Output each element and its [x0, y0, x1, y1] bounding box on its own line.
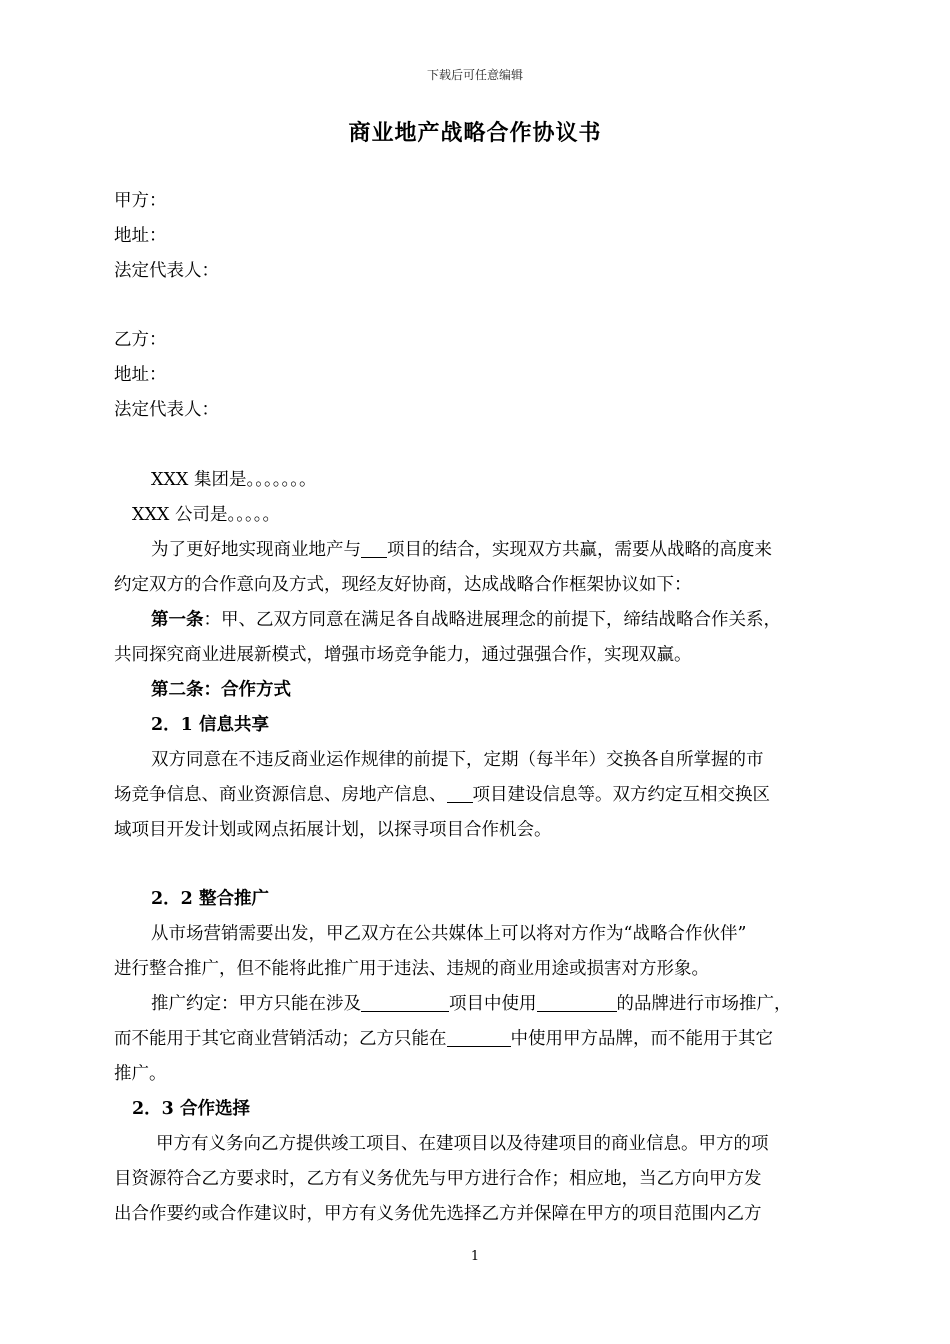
section-2-2-line-4 [114, 1027, 773, 1051]
section-2-1-line-1: 双方同意在不违反商业运作规律的前提下，定期（每半年）交换各自所掌握的市 [151, 750, 764, 770]
document-title: 商业地产战略合作协议书 [348, 120, 602, 146]
article1-line-1 [151, 608, 781, 632]
section-2-2-heading: 2．2 整合推广 [151, 889, 269, 909]
party-a-address-label: 地址： [114, 226, 167, 246]
intro-group: XXX 集团是。。。。。。。 [151, 470, 317, 490]
intro-purpose-line-1 [151, 538, 772, 562]
section-2-1-text-2b: 项目建设信息等。双方约定互相交换区 [472, 785, 770, 805]
party-b-address-label: 地址： [114, 365, 167, 385]
section-2-2-text-4a: 而不能用于其它商业营销活动；乙方只能在 [114, 1029, 447, 1049]
party-a-rep-label: 法定代表人： [114, 261, 219, 281]
section-2-2-line-1: 从市场营销需要出发，甲乙双方在公共媒体上可以将对方作为“战略合作伙伴” [151, 924, 747, 944]
section-2-2-text-4b: 中使用甲方品牌，而不能用于其它 [510, 1029, 773, 1049]
section-2-2-line-3 [151, 992, 792, 1016]
page-header-note: 下载后可任意编辑 [426, 68, 523, 82]
party-b-name-label: 乙方： [114, 330, 167, 350]
blank-project-1 [361, 539, 387, 558]
section-2-3-line-3: 出合作要约或合作建议时，甲方有义务优先选择乙方并保障在甲方的项目范围内乙方 [114, 1204, 762, 1224]
section-2-1-line-3: 域项目开发计划或网点拓展计划，以探寻项目合作机会。 [114, 820, 552, 840]
blank-project-2 [447, 784, 473, 803]
section-2-3-heading: 2．3 合作选择 [132, 1099, 250, 1119]
section-2-1-text-2a: 场竞争信息、商业资源信息、房地产信息、 [114, 785, 447, 805]
section-2-1-line-2 [114, 783, 770, 807]
intro-company: XXX 公司是。。。。。 [132, 505, 280, 525]
blank-brand-1 [537, 993, 617, 1012]
blank-scope-1 [447, 1028, 511, 1047]
intro-purpose-1a: 为了更好地实现商业地产与 [151, 540, 361, 560]
party-a-name-label: 甲方： [114, 191, 167, 211]
section-2-2-text-3a: 推广约定：甲方只能在涉及 [151, 994, 361, 1014]
page-number: 1 [470, 1249, 480, 1264]
blank-project-3 [361, 993, 449, 1012]
article1-text-1: ：甲、乙双方同意在满足各自战略进展理念的前提下，缔结战略合作关系， [203, 610, 781, 630]
article1-label: 第一条 [151, 610, 204, 630]
party-b-rep-label: 法定代表人： [114, 400, 219, 420]
section-2-2-text-3b: 项目中使用 [449, 994, 537, 1014]
article1-line-2: 共同探究商业进展新模式，增强市场竞争能力，通过强强合作，实现双赢。 [114, 645, 692, 665]
section-2-2-line-5: 推广。 [114, 1064, 167, 1084]
section-2-1-heading: 2．1 信息共享 [151, 715, 269, 735]
intro-purpose-1b: 项目的结合，实现双方共赢，需要从战略的高度来 [387, 540, 772, 560]
intro-purpose-line-2: 约定双方的合作意向及方式，现经友好协商，达成战略合作框架协议如下： [114, 575, 692, 595]
section-2-2-line-2: 进行整合推广，但不能将此推广用于违法、违规的商业用途或损害对方形象。 [114, 959, 709, 979]
section-2-3-line-1: 甲方有义务向乙方提供竣工项目、在建项目以及待建项目的商业信息。甲方的项 [156, 1134, 769, 1154]
article2-heading: 第二条：合作方式 [151, 680, 291, 700]
section-2-2-text-3c: 的品牌进行市场推广， [616, 994, 792, 1014]
section-2-3-line-2: 目资源符合乙方要求时，乙方有义务优先与甲方进行合作；相应地，当乙方向甲方发 [114, 1169, 762, 1189]
